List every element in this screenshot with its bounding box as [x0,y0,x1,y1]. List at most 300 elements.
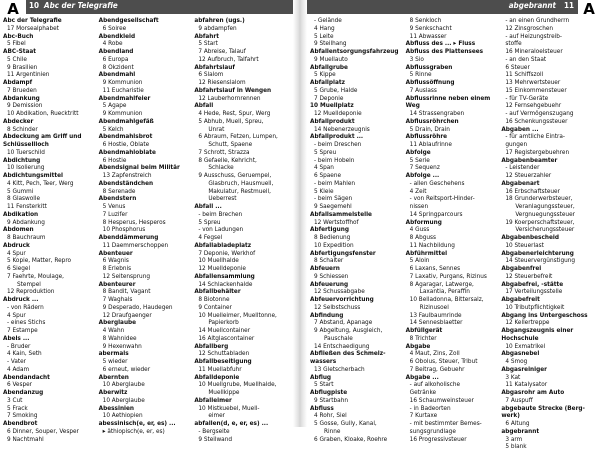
entry-line: - Leistender [505,163,540,172]
headword: Abendmahlgefäß [98,116,154,125]
entry-line: 6 Altung [505,419,530,427]
entry-line: 7 Schrott, Strazza [198,147,250,156]
entry-line: - beim Dreschen [314,140,362,148]
headword: Weg [405,101,420,110]
entry-line: 4 Rohr, Siel [314,411,347,420]
entry-columns [310,16,597,451]
entry-line: 7 Brueden [7,85,37,94]
entry-line: 10 Aberglaube [102,395,145,404]
headword: Abenteurer [98,279,136,288]
headword: Abendgesellschaft [98,16,159,24]
entry-line: 8 Bedienung [314,233,351,241]
entry-line: 6 Steuer [505,62,530,71]
entry-line: 4 Robe [102,39,123,48]
entry-line: 7 Smoking [7,411,38,420]
entry-line: - beim Mahlen [314,178,356,187]
entry-line: - beim Sägen [314,194,353,203]
entry-line: 14 Strassengraben [409,109,465,117]
entry-line: 14 Nebenerzeugnis [314,124,370,133]
entry-line: 12 Steuerbefreit [505,271,553,280]
entry-line: - auf alkoholische [409,380,461,389]
entry-line: 14 Springparcours [409,209,463,218]
headword: Abflussrinne neben einem [405,93,491,102]
headword: Abflug [310,372,332,381]
entry-line: 6 Abraum, Fetzen, Lumpen, [198,132,278,141]
headword: werk) [501,411,520,420]
headword: Abfallprodukt ... [310,132,364,141]
headword: Abfluss [310,403,334,412]
headword: Abendständchen [98,178,154,187]
entry-line: 9 Schiessen [314,271,349,280]
headword: Abfahrtslauf in Wengen [194,85,272,94]
entry-line: 6 Soiree [102,23,127,32]
entry-line: 12 Steuerzahler [505,171,552,179]
entry-line: 9 Senkschacht [409,23,452,32]
entry-line: 12 Wertstoffhof [314,217,359,226]
entry-line: Versicherungssteuer [515,225,575,234]
entry-line: Muellkippe [208,388,240,396]
headword: Abfallprodukt [310,116,355,125]
entry-line: 4 Zeit [409,186,427,195]
entry-line: 11 Fensterkitt [7,202,47,210]
page-number: 11 [563,1,574,10]
headword: Abfalleimer [194,395,232,404]
entry-line: 12 Reproduktion [7,287,55,296]
entry-line: Schutt, Spaene [208,140,253,148]
entry-column [98,16,195,435]
entry-line: 10 Aberglaube [102,380,145,389]
headword: Abessinien [98,403,135,412]
entry-line: 19 Koerperschaftsteuer, [505,217,575,226]
headword: Abfluss des ... ▸ Fluss [405,39,476,48]
headword: Abgabenfrei [501,264,542,272]
entry-line: - Bruder [7,341,31,350]
headword: Aberglaube [98,318,137,327]
headword: abfahren (ugs.) [194,16,245,24]
headword: Abflussgraben [405,62,453,71]
entry-line: 4 Spur [7,248,26,257]
headword: Aberwitz [98,388,128,396]
headword: Abendmahlfeier [98,93,151,102]
entry-line: 6 Laxans, Sennes [409,264,461,272]
entry-line: Laxantia, Peraffin [419,287,470,296]
entry-line: 7 Estampe [7,326,38,334]
entry-line: 4 Span [314,163,334,172]
entry-line: 12 Kellertreppe [505,318,550,327]
headword: 10 Muellplatz [310,101,354,110]
headword: Abfließen des Schmelz- [310,349,386,358]
headword: Hochschule [501,333,539,342]
entry-line: Getränke [409,388,437,396]
entry-line: 5 Rinne [409,70,432,79]
entry-line: 18 Grunderwerbsteuer, [505,194,573,203]
headword: Abführmittel [405,248,448,257]
entry-line: 4 Hang [314,23,335,32]
entry-line: 8 Erlebnis [102,264,132,272]
headword: Abfallabladeplatz [194,240,252,249]
entry-line: 17 Registergebuehren [505,147,570,156]
entry-line: 6 Graben, Kloake, Roehre [314,434,388,443]
headword: abgebaute Strecke (Berg- [501,403,585,412]
entry-line: 12 Fernsehgebuehr [505,101,562,110]
entry-line: - von Rädern [7,302,44,311]
headword: Abendmahlsbrot [98,132,153,141]
entry-line: 11 Argentinien [7,70,50,79]
entry-line: 14 Schlackenhalde [198,279,253,288]
headword: Abflussröhrchen [405,116,459,125]
headword: Abgaben ... [501,124,539,133]
entry-line: 10 Steuerlast [505,240,544,249]
entry-line: 5 Aloin [409,256,430,265]
headword: wassers [310,357,337,365]
headword: Abfolge [405,147,431,156]
headword: Abfeuerung [310,279,349,288]
entry-line: 12 Draufgaenger [102,310,152,319]
entry-line: 13 Mehrwertsteuer [505,78,561,86]
entry-line: 5 Kippe [314,70,336,79]
entry-line: - von Reitsport-Hinder- [409,194,475,203]
entry-line: 5 Start [314,380,334,389]
headword: Abfeuervorrichtung [310,295,374,303]
entry-line: 10 Muellhalde [198,256,239,265]
entry-line: 11 Daemmerschoppen [102,240,169,249]
entry-line: 3 Cut [7,395,23,404]
entry-line: - in Badeorten [409,403,451,412]
entry-column [501,16,597,451]
headword: abgebrannt [501,426,540,435]
entry-line: 12 Lauberhornrennen [198,93,261,102]
headword: Abfolge ... [405,171,440,179]
entry-line: 16 Mineraloelsteuer [505,47,563,55]
headword: Abfallbeseitigung [194,357,252,365]
entry-line: 5 Venus [102,202,126,210]
entry-line: 3 Sio [409,54,424,63]
entry-line: - mit bestimmter Bemes- [409,419,482,427]
entry-line: Ueberrest [208,194,237,203]
entry-line: 12 Schussabgabe [314,287,365,296]
entry-line: - von Ladungen [198,225,244,234]
headword: Schlüssellloch [3,140,49,148]
headword: Abgabenerleichterung [501,248,574,257]
headword: Abfahrtslauf [194,62,235,71]
headword: Abformung [405,217,442,226]
entry-line: 10 Abdikation, Ruecktritt [7,109,79,117]
running-header [307,0,578,14]
entry-line: - für amtliche Eintra- [505,132,565,141]
entry-line: 5 Frack [7,403,28,412]
entry-line: 13 Zapfenstreich [102,171,152,179]
entry-line: 8 Senkloch [409,16,442,24]
headword: Abgasnebel [501,349,540,358]
entry-line: 9 Saegemehl [314,202,352,210]
headword: Abendland [98,47,134,55]
headword: Abgabefrei, -stätte [501,279,564,288]
entry-line: 11 Ablaufrinne [409,140,452,148]
entry-line: 8 Biotonne [198,295,230,303]
entry-line: 6 Spaene [314,171,342,179]
entry-column [310,16,406,443]
section-letter-tab: A [2,0,24,18]
entry-line: 12 Selbstschuss [314,302,361,311]
entry-line: 8 Serenade [102,186,136,195]
headword: Abdampf [3,78,33,86]
entry-line: 11 Muellabfuhr [198,364,242,373]
entry-line: 5 Serie [409,155,430,164]
entry-line: 4 Adam [7,364,30,373]
entry-line: 4 Guss [409,225,430,234]
entry-line: 12 Muelldeponie [314,109,362,117]
entry-line: 10 Muellgrube, Muellhalde, [198,380,277,389]
entry-line: 5 Abhub, Muell, Spreu, [198,116,264,125]
entry-line: 5 Gosse, Gully, Kanal, [314,419,377,427]
entry-line: 7 Luzifer [102,209,128,218]
book-gutter [293,0,307,427]
entry-line: 9 Nachtmahl [7,434,44,443]
entry-line: Pauschale [324,333,353,342]
entry-line: - allen Geschehens [409,178,465,187]
entry-line: 8 Bauchraum [7,233,46,241]
headword: Abc-Buch [3,31,34,40]
headword: Abendanzug [3,388,44,396]
page-number: 10 [29,1,40,10]
entry-line: 9 Hexenwahn [102,341,142,350]
entry-line: 9 abdampfen [198,23,237,32]
entry-line: 9 Ausschuss, Geruempel, [198,171,272,179]
entry-line: 9 Demission [7,101,43,110]
entry-line: 9 Kommunion [102,109,143,117]
entry-line: 11 Eucharistie [102,85,144,94]
entry-line: 5 Drain, Drain [409,124,450,133]
entry-line: 12 Seitensprung [102,271,150,280]
headword: Abdikation [3,209,39,218]
headword: Abgangszeugnis einer [501,326,574,334]
entry-line: 12 Muelldeponie [198,264,246,272]
entry-line: 8 Glaswolle [7,194,41,203]
entry-line: 9 Abdankung [7,217,45,226]
entry-line: ▸ äthiopisch(e, er, es) [102,426,165,435]
entry-line: 5 Grube, Halde [314,85,358,94]
entry-line: 6 Vesper [7,380,33,389]
entry-line: 7 Beitrag, Gebuehr [409,364,465,373]
entry-line: 4 Hede, Rest, Spur, Werg [198,109,271,117]
headword: Abfallbehälter [194,287,241,296]
headword: Abgabe ... [405,372,439,381]
entry-line: 7 Abreise, Talauf [198,47,246,55]
entry-line: 16 Erbschaftsteuer [505,186,560,195]
entry-line: 7 Faehrte, Moulage, [7,271,64,280]
headword: Abendstern [98,194,137,203]
headword: Abfall ... [194,202,222,210]
entry-line: 6 Dinner, Souper, Vesper [7,426,79,435]
entry-line: Rinne [324,426,341,435]
entry-line: 9 Steilwand [198,434,232,443]
entry-line: 4 Fegsel [198,233,223,241]
headword: Abfluss des Plattensees [405,47,484,55]
entry-column [194,16,290,443]
entry-line: 4 Maut, Zins, Zoll [409,349,460,358]
entry-line: 7 Deponie [314,93,344,102]
entry-line: 7 Auslass [409,85,437,94]
headword: Abfallensammlung [194,271,255,280]
headword: Abdecker [3,116,34,125]
entry-line: 5 Spreu [198,217,221,226]
headword: Abflussöffnung [405,78,455,86]
headword: Abdruck [3,240,30,249]
headword: Abfertigungsfenster [310,248,376,257]
entry-line: 5 Start [198,39,218,48]
entry-line: nissen [409,202,429,210]
headword: Abgabenbeamter [501,155,558,164]
entry-line: 12 Aufbruch, Talfahrt [198,54,259,63]
entry-line: Makulatur, Restmuell, [208,186,271,195]
entry-line: 8 Agaragar, Latwerge, [409,279,474,288]
entry-line: 11 Katalysator [505,380,548,389]
entry-line: 6 Europa [102,54,129,63]
entry-column [3,16,99,443]
entry-line: 9 Desperado, Haudegen [102,302,173,311]
entry-line: 8 Schalter [314,256,344,265]
entry-line: 6 erneut, wieder [102,364,151,373]
entry-line: 8 Okzident [102,62,134,71]
headword: Abflussröhre [405,132,448,141]
entry-line: 5 Kleie [314,186,334,195]
entry-line: 9 Brasilien [7,62,38,71]
entry-line: 9 Kommunion [102,78,143,86]
entry-columns [3,16,290,443]
headword: Abdankung [3,93,40,102]
entry-line: 8 Abguss [409,233,437,241]
entry-line: 10 Belladonna, Bittersalz, [409,295,484,303]
entry-line: - beim Hobeln [314,155,355,164]
entry-line: Unrat [208,124,225,133]
entry-line: 16 Progressivsteuer [409,434,467,443]
headword: Abfallgrube [310,62,348,71]
headword: Abfallsammelstelle [310,209,372,218]
entry-line: - für TV-Geräte [505,93,549,102]
entry-line: 10 Aethiopien [102,411,143,420]
headword: Abels ... [3,333,30,342]
entry-line: 10 Exmatrikel [505,341,546,350]
entry-line: 6 Obolus, Steuer, Tribut [409,357,478,365]
entry-line: 6 Slalom [198,70,224,79]
entry-line: 7 Deponie, Werkhof [198,248,256,257]
headword: Abendkleid [98,31,136,40]
entry-line: 6 Wagnis [102,256,129,265]
entry-line: 7 Waghals [102,295,133,303]
entry-line: 5 Kopie, Matter, Repro [7,256,72,265]
entry-line: 5 Gummi [7,186,34,195]
right-page [307,0,600,451]
entry-line: - auf Heizungstreib- [505,31,563,40]
entry-line: 16 Altglascontainer [198,333,255,342]
entry-line: 4 Wahn [102,326,125,334]
entry-line: 15 Einkommensteuer [505,85,567,94]
headword: Abernten [98,372,129,381]
headword: Abdichtung [3,155,41,164]
entry-line: 5 Chile [7,54,27,63]
entry-line: 12 Schuttabladen [198,349,250,358]
entry-line: 9 Startbahn [314,395,348,404]
entry-line: 17 Verteilungsstelle [505,287,563,296]
entry-line: 14 Steuervergünstigung [505,256,576,265]
entry-line: sungsgrundlage [409,426,456,435]
entry-line: 8 Wahnidee [102,333,137,342]
entry-line: 13 Gletscherbach [314,364,365,373]
entry-line: gungen [505,140,528,148]
entry-line: 17 Morsealphabet [7,23,59,32]
headword: Abfüllgerät [405,326,443,334]
entry-line: 5 blank [505,442,527,451]
headword: Abfall [194,101,214,110]
entry-line: Veranlagungssteuer, [515,202,575,210]
headword: Abdomen [3,225,34,234]
entry-line: 9 Steilhang [314,39,347,48]
entry-line: 10 Mistkuebel, Muell- [198,403,260,412]
headword: Abgabe [405,341,431,350]
entry-line: 7 Laxativ, Purgans, Rizinus [409,271,487,280]
entry-column [405,16,502,443]
entry-line: 8 Schinder [7,124,38,133]
entry-line: 12 Zinsgroschen [505,23,554,32]
entry-line: 4 Smog [505,357,528,365]
entry-line: - Vater [7,357,27,365]
headword: Abgang ins Untergeschoss [501,310,588,319]
headword: Abdichtungsmittel [3,171,63,179]
entry-line: Papierkorb [208,318,239,327]
headword: Abgabenart [501,178,540,187]
entry-line: 5 Fibel [7,39,26,48]
entry-line: stoffe [505,39,522,48]
entry-line: 14 Muellcontainer [198,326,251,334]
entry-line: eimer [208,411,225,420]
entry-line: 11 Schiffszoll [505,70,544,79]
entry-line: 5 Leite [314,31,334,40]
headword: Abgabenbescheid [501,233,559,241]
entry-line: 4 Spur [7,310,26,319]
headword: Abfallplatz [310,78,345,86]
entry-line: 7 Sequenz [409,163,440,172]
headword: Abgasreiniger [501,364,547,373]
running-title: Abc der Telegrafie [44,1,118,10]
entry-line: Stempel [17,279,41,288]
headword: Abenddämmerung [98,233,159,241]
entry-line: 7 Kurtaxe [409,411,438,420]
headword: Abendbrot [3,419,38,427]
headword: abfallen(d, e, er, es) ... [194,419,269,427]
headword: Abfahrt [194,31,219,40]
headword: ABC-Staat [3,47,36,55]
entry-line: 6 Hostie, Oblate [102,140,150,148]
entry-line: 6 Siegel [7,264,31,272]
entry-line: 16 Schenkungssteuer [505,116,568,125]
headword: Abendmahloblate [98,147,156,156]
entry-line: Schlacke [208,163,234,172]
headword: Abgasrohr am Auto [501,388,565,396]
entry-line: 9 Container [198,302,232,311]
entry-line: Glasbruch, Hausmuell, [208,178,274,187]
entry-line: 8 Bandit, Vagant [102,287,151,296]
entry-line: 9 Abgeltung, Ausgleich, [314,326,383,334]
entry-line: - auf Vermögenszugang [505,109,574,117]
entry-line: 4 Kitt, Pech, Teer, Werg [7,178,74,187]
entry-line: 10 Tributpflichtigkeit [505,302,565,311]
entry-line: 3 arm [505,434,523,443]
headword: Abgabefreit [501,295,540,303]
headword: Abdruck ... [3,295,39,303]
entry-line: 8 Gefaelle, Kehricht, [198,155,257,164]
entry-line: 16 Schaumweinsteuer [409,395,474,404]
entry-line: - Bergseite [198,426,230,435]
